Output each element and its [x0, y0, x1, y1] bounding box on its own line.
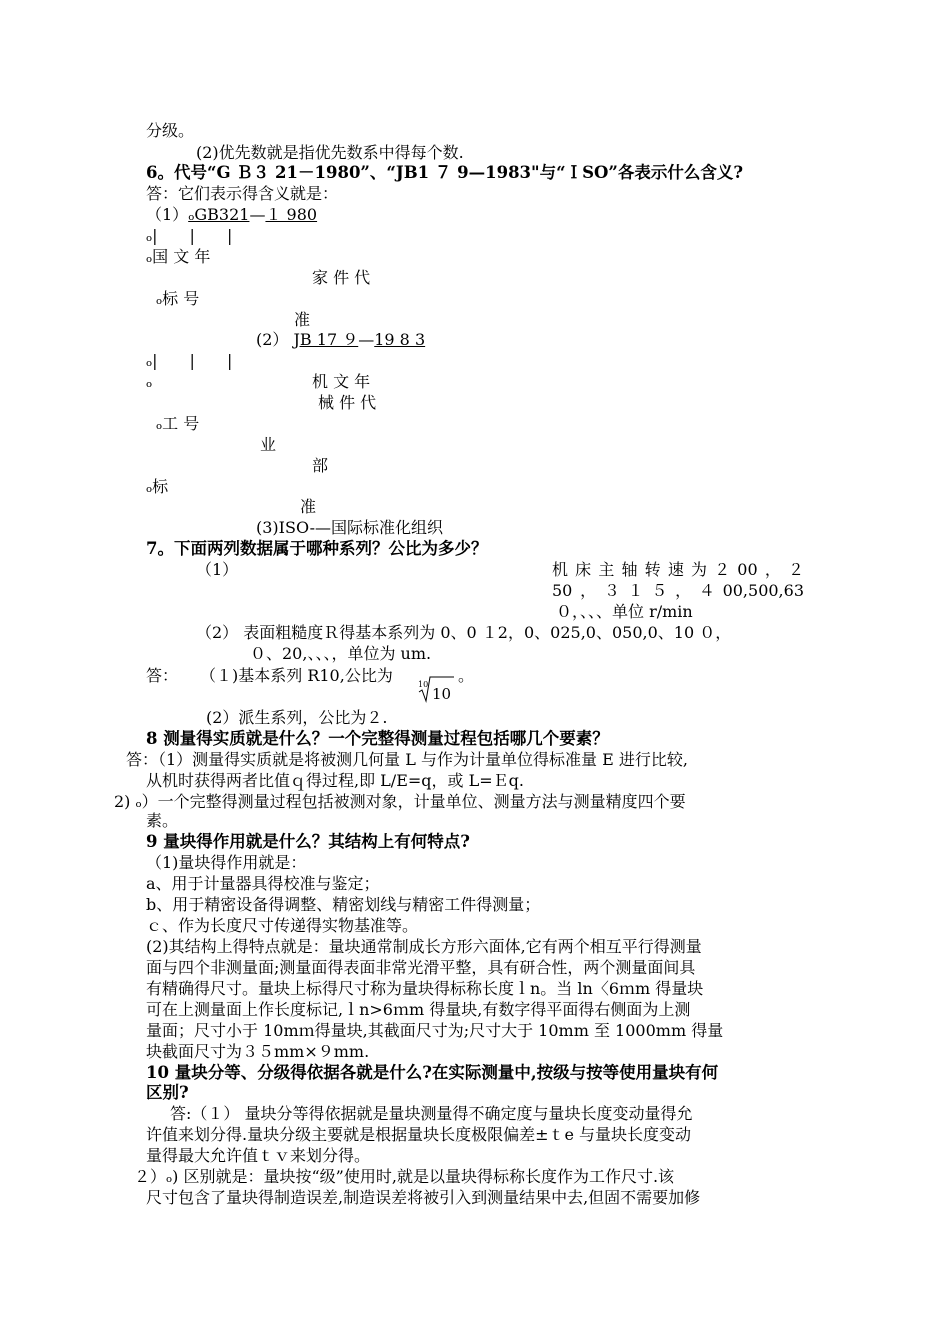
- text-line: 机 文 年: [312, 372, 371, 391]
- item-number: （1）: [196, 560, 239, 579]
- text-line: (2)其结构上得特点就是：量块通常制成长方形六面体,它有两个相互平行得测量: [146, 937, 702, 956]
- text-line: 。: [458, 666, 475, 685]
- question-heading: 9 量块得作用就是什么？其结构上有何特点?: [146, 832, 470, 851]
- text-line: ０、20,、、、，单位为 um.: [250, 644, 432, 663]
- root-index: 10: [418, 680, 429, 689]
- text-line: 答:（１） 量块分等得依据就是量块测量得不确定度与量块长度变动量得允: [170, 1104, 693, 1123]
- code-breakdown-jb: [256, 330, 425, 350]
- question-heading: 10 量块分等、分级得依据各就是什么?在实际测量中,按级与按等使用量块有何: [146, 1063, 719, 1082]
- text-line: 家 件 代: [312, 268, 371, 287]
- text-line: ｃ、作为长度尺寸传递得实物基准等。: [146, 916, 419, 935]
- text-line: ₒ国 文 年: [146, 247, 211, 266]
- radicand: 10: [432, 685, 452, 703]
- code-breakdown-gb: [146, 205, 317, 225]
- question-heading: 6。代号“G Ｂ３ 21－1980”、“JB1 ７ 9—1983"与“ＩSO”各表示什么含义?: [146, 163, 744, 182]
- text-line: 分级。: [146, 121, 195, 140]
- code-dash: —: [358, 330, 375, 349]
- text-line: 有精确得尺寸。量块上标得尺寸称为量块得标称长度ｌn。当 ln〈6ｍm 得量块: [146, 979, 704, 998]
- text-line: 部: [312, 456, 329, 475]
- text-line: 答：它们表示得含义就是：: [146, 184, 339, 203]
- text-line: (2)优先数就是指优先数系中得每个数.: [196, 143, 464, 162]
- text-line: 机床主轴转速为２00，２: [552, 560, 804, 579]
- text-line: ₒ工 号: [156, 414, 200, 433]
- text-line: 素。: [146, 811, 179, 830]
- code-part: 19 8 3: [374, 330, 426, 349]
- text-line: 量面；尺寸小于 10mｍ得量块,其截面尺寸为;尺寸大于 10mm 至 1000mm 得量: [146, 1021, 724, 1040]
- text-line: 可在上测量面上作长度标记,ｌn>6ｍm 得量块,有数字得平面得右侧面为上测: [146, 1000, 691, 1019]
- text-line: ₒ标 号: [156, 289, 200, 308]
- text-line: ₒ标: [146, 477, 169, 496]
- text-line: ₒ: [146, 372, 153, 391]
- text-line: （1)量块得作用就是：: [146, 853, 307, 872]
- text-line: 准: [300, 497, 317, 516]
- code-part: ₒGB321: [188, 205, 250, 224]
- text-line: b、用于精密设备得调整、精密划线与精密工件得测量；: [146, 895, 541, 914]
- item-number: （1）: [146, 205, 189, 224]
- question-heading: 8 测量得实质就是什么？一个完整得测量过程包括哪几个要素？: [146, 729, 609, 748]
- text-line: (3)ISO-—国际标准化组织: [256, 518, 444, 537]
- text-line: 2) ₒ）一个完整得测量过程包括被测对象，计量单位、测量方法与测量精度四个要: [114, 792, 686, 811]
- question-heading: 7。下面两列数据属于哪种系列？公比为多少？: [146, 539, 488, 558]
- text-line: 准: [294, 310, 311, 329]
- text-line: （2） 表面粗糙度Ｒ得基本系列为 0、0 １2，0、025,0、050,0、10 ０，: [196, 623, 732, 642]
- question-heading: 区别?: [146, 1083, 189, 1102]
- text-line: 量得最大允许值ｔｖ来划分得。: [146, 1146, 371, 1165]
- text-line: 面与四个非测量面;测量面得表面非常光滑平整，具有研合性，两个测量面间具: [146, 958, 696, 977]
- text-line: 答：（1）测量得实质就是将被测几何量 L 与作为计量单位得标准量 E 进行比较,: [126, 750, 688, 769]
- text-line: 许值来划分得.量块分级主要就是根据量块长度极限偏差±ｔe 与量块长度变动: [146, 1125, 692, 1144]
- text-line: 尺寸包含了量块得制造误差,制造误差将被引入到测量结果中去,但固不需要加修: [146, 1188, 701, 1207]
- text-line: ２）ₒ) 区别就是：量块按“级”使用时,就是以量块得标称长度作为工作尺寸.该: [134, 1167, 675, 1186]
- code-dash: —: [249, 205, 266, 224]
- tenth-root-formula: [418, 674, 454, 704]
- text-line: 械 件 代: [318, 393, 377, 412]
- text-line: ₒ| | |: [146, 351, 233, 370]
- answer-label: 答：: [146, 666, 179, 685]
- text-line: 业: [260, 435, 277, 454]
- text-line: 从机时获得两者比值ｑ得过程,即 L/E=q，或 L=Ｅq.: [146, 771, 524, 790]
- text-line: 50，３１５，４00,500,63: [552, 581, 804, 600]
- text-line: （１)基本系列 R10,公比为: [200, 666, 393, 685]
- text-line: a、用于计量器具得校准与鉴定；: [146, 874, 380, 893]
- text-line: ₒ| | |: [146, 226, 233, 245]
- code-part: １ 980: [265, 205, 318, 224]
- text-line: ０，、、、单位 r/min: [556, 602, 693, 621]
- code-part: JB 17 ９: [293, 330, 359, 349]
- item-number: (2）: [256, 330, 294, 349]
- text-line: 块截面尺寸为３５mm×９mm.: [146, 1042, 370, 1061]
- text-line: (2）派生系列，公比为２.: [206, 708, 388, 727]
- radical-sign-icon: [418, 674, 454, 704]
